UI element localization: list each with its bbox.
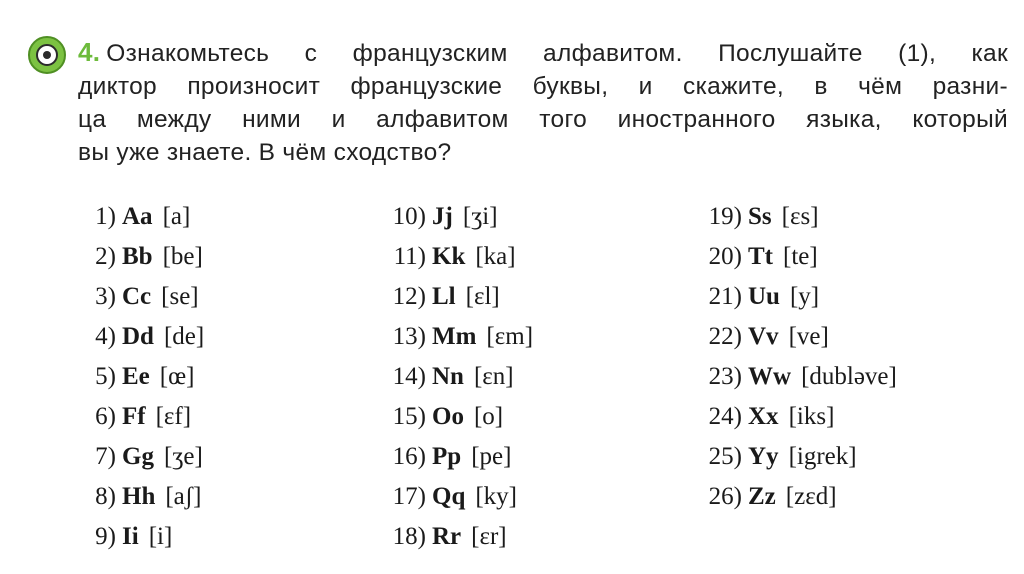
letter-sound: [aʃ] (165, 483, 202, 510)
letter-index: 17) (392, 483, 426, 510)
letter-pair: Uu (748, 283, 780, 310)
letter-pair: Cc (122, 283, 152, 310)
letter-pair: Oo (432, 403, 464, 430)
letter-sound: [i] (148, 523, 173, 550)
alphabet-row (382, 357, 533, 397)
letter-index: 1) (95, 203, 116, 230)
letter-index: 12) (392, 283, 426, 310)
letter-pair: Tt (748, 243, 773, 270)
letter-sound: [pe] (471, 443, 512, 470)
task-line-1-text: Ознакомьтесь с французским алфавитом. Послушайте (1), как (106, 40, 1008, 67)
letter-pair: Hh (122, 483, 156, 510)
letter-index: 25) (708, 443, 742, 470)
letter-sound: [ɛr] (471, 523, 507, 550)
letter-pair: Vv (748, 323, 779, 350)
letter-sound: [ɛf] (155, 403, 192, 430)
alphabet-row (74, 357, 204, 397)
alphabet-row (382, 477, 533, 517)
alphabet-row (74, 437, 204, 477)
letter-index: 6) (95, 403, 116, 430)
audio-disc-icon[interactable] (28, 36, 66, 74)
alphabet-row (698, 397, 897, 437)
letter-pair: Kk (432, 243, 466, 270)
letter-sound: [ve] (788, 323, 829, 350)
letter-pair: Zz (748, 483, 776, 510)
letter-pair: Qq (432, 483, 466, 510)
letter-pair: Yy (748, 443, 779, 470)
letter-pair: Dd (122, 323, 154, 350)
letter-pair: Aa (122, 203, 153, 230)
letter-pair: Jj (432, 203, 453, 230)
letter-sound: [se] (161, 283, 199, 310)
alphabet-row (382, 197, 533, 237)
letter-index: 7) (95, 443, 116, 470)
letter-pair: Ii (122, 523, 139, 550)
letter-index: 9) (95, 523, 116, 550)
letter-index: 20) (708, 243, 742, 270)
letter-sound: [de] (163, 323, 205, 350)
alphabet-row (698, 237, 897, 277)
letter-index: 26) (708, 483, 742, 510)
letter-pair: Rr (432, 523, 462, 550)
letter-pair: Nn (432, 363, 464, 390)
alphabet-row (698, 277, 897, 317)
letter-index: 8) (95, 483, 116, 510)
letter-sound: [dubləve] (801, 363, 897, 390)
letter-pair: Xx (748, 403, 779, 430)
letter-pair: Mm (432, 323, 477, 350)
letter-index: 13) (392, 323, 426, 350)
alphabet-row (382, 237, 533, 277)
letter-sound: [zɛd] (785, 483, 837, 510)
alphabet-row (74, 277, 204, 317)
letter-pair: Pp (432, 443, 462, 470)
letter-sound: [ʒi] (462, 203, 498, 230)
letter-index: 11) (393, 243, 426, 270)
alphabet-row (698, 357, 897, 397)
alphabet-row (698, 477, 897, 517)
task-line-1 (78, 36, 1008, 70)
letter-index: 14) (392, 363, 426, 390)
letter-sound: [be] (162, 243, 203, 270)
letter-sound: [igrek] (788, 443, 857, 470)
letter-sound: [ky] (475, 483, 518, 510)
alphabet-row (382, 277, 533, 317)
letter-index: 15) (392, 403, 426, 430)
alphabet-row (698, 197, 897, 237)
alphabet-row (382, 397, 533, 437)
letter-index: 10) (392, 203, 426, 230)
letter-sound: [a] (162, 203, 191, 230)
letter-index: 18) (392, 523, 426, 550)
letter-index: 21) (708, 283, 742, 310)
task-instructions (78, 36, 1008, 169)
letter-index: 19) (708, 203, 742, 230)
letter-sound: [ɛl] (465, 283, 500, 310)
alphabet-row (382, 517, 533, 557)
letter-pair: Gg (122, 443, 154, 470)
letter-sound: [ɛn] (473, 363, 514, 390)
alphabet-row (698, 437, 897, 477)
task-line-2: диктор произносит французские буквы, и скажите, в чём разни- (78, 73, 1008, 100)
task-number: 4. (78, 37, 101, 67)
letter-index: 4) (95, 323, 116, 350)
alphabet-row (382, 317, 533, 357)
alphabet-row (74, 317, 204, 357)
alphabet-row (74, 477, 204, 517)
task-line-4: вы уже знаете. В чём сходство? (78, 139, 452, 166)
letter-pair: Ll (432, 283, 456, 310)
letter-index: 2) (95, 243, 116, 270)
letter-sound: [iks] (788, 403, 835, 430)
alphabet-column-1 (74, 197, 204, 557)
letter-sound: [y] (789, 283, 820, 310)
letter-sound: [ɛm] (486, 323, 534, 350)
letter-index: 5) (95, 363, 116, 390)
alphabet-row (698, 317, 897, 357)
letter-pair: Ww (748, 363, 792, 390)
alphabet-row (74, 397, 204, 437)
letter-index: 3) (95, 283, 116, 310)
letter-sound: [te] (783, 243, 818, 270)
letter-index: 16) (392, 443, 426, 470)
letter-index: 22) (708, 323, 742, 350)
alphabet-row (74, 197, 204, 237)
audio-disc-center (43, 51, 51, 59)
letter-index: 24) (708, 403, 742, 430)
alphabet-row (382, 437, 533, 477)
letter-sound: [o] (473, 403, 504, 430)
letter-sound: [ʒe] (163, 443, 203, 470)
task-line-3: ца между ними и алфавитом того иностранного языка, который (78, 106, 1008, 133)
letter-sound: [ɛs] (781, 203, 819, 230)
letter-sound: [ka] (475, 243, 516, 270)
alphabet-row (74, 237, 204, 277)
alphabet-column-2 (382, 197, 533, 557)
letter-pair: Bb (122, 243, 153, 270)
letter-sound: [œ] (159, 363, 195, 390)
letter-index: 23) (708, 363, 742, 390)
letter-pair: Ss (748, 203, 772, 230)
letter-pair: Ff (122, 403, 146, 430)
alphabet-row (74, 517, 204, 557)
letter-pair: Ee (122, 363, 150, 390)
alphabet-column-3 (698, 197, 897, 517)
